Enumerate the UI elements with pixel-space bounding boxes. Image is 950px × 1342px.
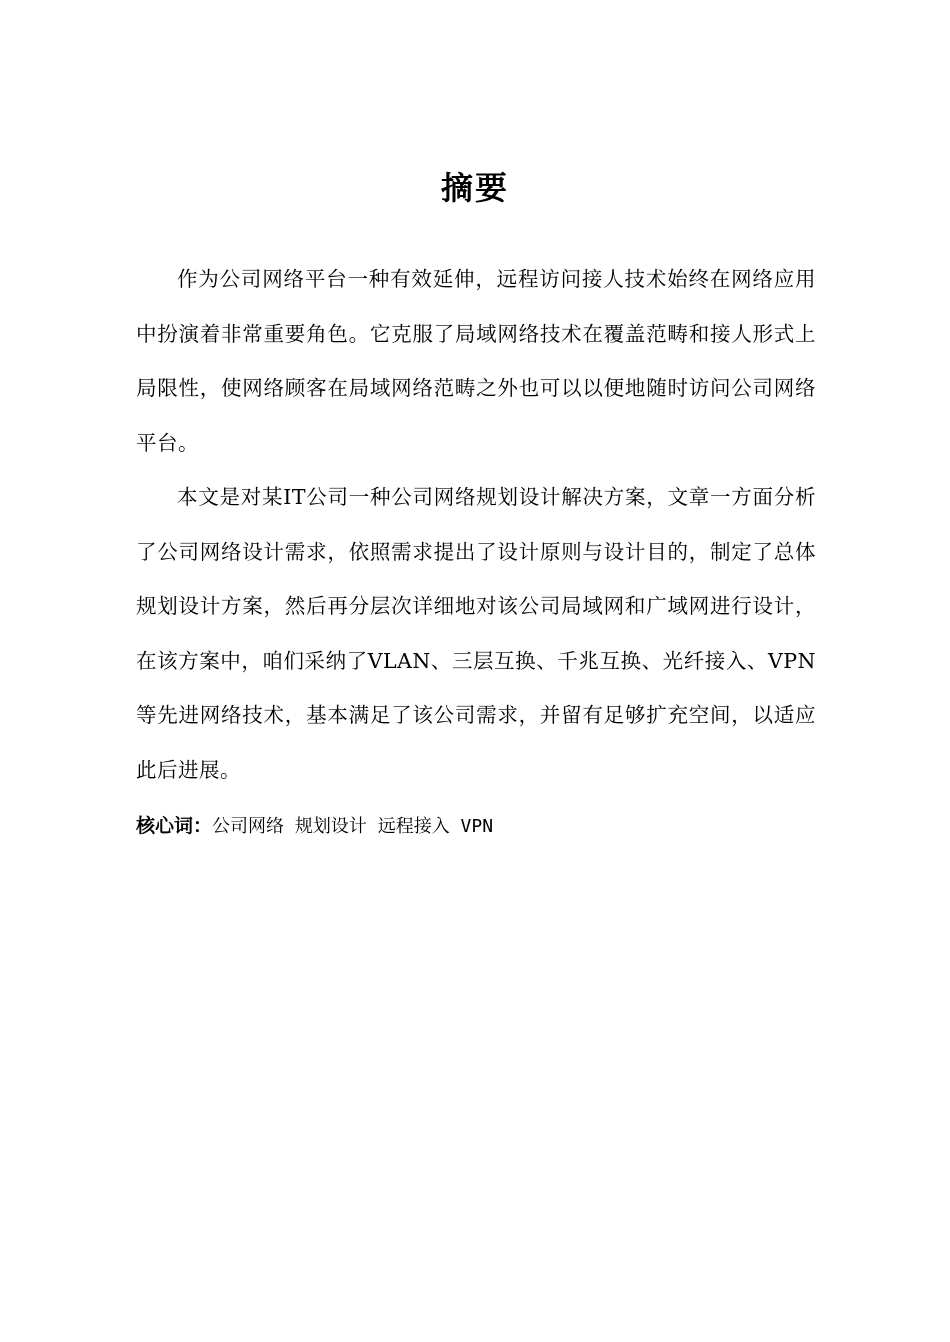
- abstract-body: [136, 252, 816, 797]
- abstract-paragraph-1: 作为公司网络平台一种有效延伸，远程访问接人技术始终在网络应用中扮演着非常重要角色。它克服了局域网络技术在覆盖范畴和接人形式上局限性，使网络顾客在局域网络范畴之外也可以以便地随时访问公司网络平台。: [136, 267, 816, 455]
- keywords-label: 核心词：: [136, 815, 213, 837]
- abstract-title: 摘要: [440, 169, 509, 207]
- keywords-values: 公司网络 规划设计 远程接入 VPN: [212, 816, 494, 837]
- keywords-line: [136, 810, 493, 843]
- abstract-paragraph-2: 本文是对某IT公司一种公司网络规划设计解决方案，文章一方面分析了公司网络设计需求，依照需求提出了设计原则与设计目的，制定了总体规划设计方案，然后再分层次详细地对该公司局域网和广域网进行设计，在该方案中，咱们采纳了VLAN、三层互换、千兆互换、光纤接入、VPN等先进网络技术，基本满足了该公司需求，并留有足够扩充空间，以适应此后进展。: [136, 485, 816, 782]
